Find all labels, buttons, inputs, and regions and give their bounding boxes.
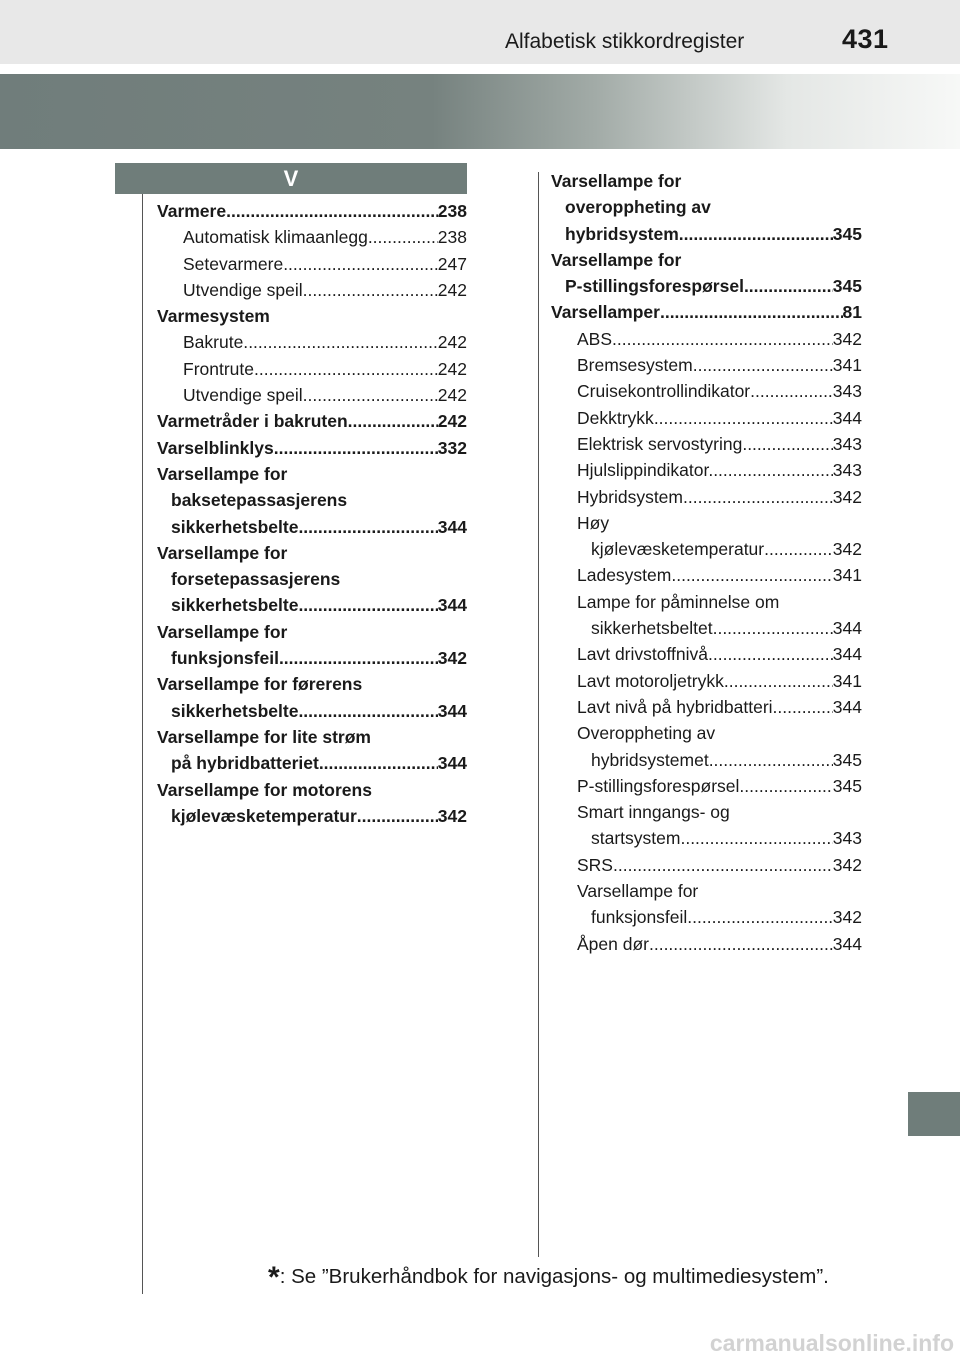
index-entry: Varsellampe for motorens [157, 779, 372, 800]
index-subentry: Automatisk klimaanlegg ..... 238 [157, 224, 467, 250]
footnote-text: : Se ”Brukerhåndbok for navigasjons- og multimediesystem”. [279, 1265, 829, 1288]
index-subentry: Utvendige speil ..... 242 [157, 277, 467, 303]
index-entry-continuation: forsetepassasjerens [171, 569, 341, 590]
index-entry-continuation: overoppheting av [565, 197, 711, 218]
index-entry: Varsellampe for [157, 542, 288, 563]
header-banner [0, 74, 960, 149]
index-entry-continuation: funksjonsfeil ..... 342 [157, 645, 467, 671]
index-entry: Varsellampe for [551, 171, 682, 191]
index-subentry: Bakrute. ..... 242 [157, 329, 467, 355]
right-index-column [551, 168, 862, 957]
index-entry: Varselblinklys. ..... 332 [157, 435, 467, 461]
index-subentry: Setevarmere ..... 247 [157, 251, 467, 277]
index-subentry: Overoppheting av [577, 723, 716, 744]
chapter-tab-marker [908, 1092, 960, 1136]
watermark: carmanualsonline.info [709, 1330, 954, 1356]
index-subentry: Frontrute ..... 242 [157, 356, 467, 382]
index-entry-continuation: sikkerhetsbelte ..... 344 [157, 698, 467, 724]
index-subentry: Utvendige speil ..... 242 [157, 382, 467, 408]
index-subentry: SRS ..... 342 [551, 852, 862, 878]
index-subentry-continuation: sikkerhetsbeltet ..... 344 [551, 615, 862, 641]
index-subentry: Elektrisk servostyring ..... 343 [551, 431, 862, 457]
index-entry-continuation: P-stillingsforespørsel ..... 345 [551, 273, 862, 299]
footnote [268, 1257, 829, 1294]
index-subentry-continuation: startsystem ..... 343 [551, 825, 862, 851]
index-subentry-continuation: funksjonsfeil. ..... 342 [551, 904, 862, 930]
index-subentry: Åpen dør ..... 344 [551, 931, 862, 957]
index-entry-continuation: sikkerhetsbelte ..... 344 [157, 514, 467, 540]
index-entry: Varsellampe for førerens [157, 674, 363, 695]
index-subentry: Bremsesystem ..... 341 [551, 352, 862, 378]
index-entry-continuation: baksetepassasjerens [171, 490, 348, 511]
index-subentry: Lavt motoroljetrykk. ..... 341 [551, 668, 862, 694]
index-subentry: Smart inngangs- og [577, 802, 730, 823]
index-subentry: Lavt nivå på hybridbatteri. ..... 344 [551, 694, 862, 720]
index-subentry-continuation: kjølevæsketemperatur ..... 342 [551, 536, 862, 562]
index-entry: Varsellampe for lite strøm [157, 726, 371, 747]
index-subentry: Høy [577, 512, 610, 533]
left-index-column [157, 198, 467, 829]
index-entry: Varsellampe for [157, 463, 288, 484]
index-subentry: Lampe for påminnelse om [577, 591, 780, 612]
column-divider [538, 172, 539, 1257]
index-entry: Varsellamper ..... 81 [551, 299, 862, 325]
index-entry: Varmetråder i bakruten ..... 242 [157, 408, 467, 434]
index-subentry: Lavt drivstoffnivå ..... 344 [551, 641, 862, 667]
page-number: 431 [842, 24, 889, 54]
index-subentry: Varsellampe for [577, 881, 699, 902]
left-column-rule [142, 194, 143, 1294]
index-entry-continuation: sikkerhetsbelte ..... 344 [157, 592, 467, 618]
index-subentry: ABS ..... 342 [551, 326, 862, 352]
index-entry: Varsellampe for [157, 621, 288, 642]
footnote-marker: * [268, 1261, 280, 1294]
index-entry: Varsellampe for [551, 249, 682, 270]
index-subentry: Ladesystem ..... 341 [551, 562, 862, 588]
index-entry-continuation: hybridsystem ..... 345 [551, 221, 862, 247]
page-title: Alfabetisk stikkordregister [505, 30, 745, 53]
index-entry-continuation: på hybridbatteriet ..... 344 [157, 750, 467, 776]
section-letter-header: V [115, 163, 467, 194]
index-entry-continuation: kjølevæsketemperatur ..... 342 [157, 803, 467, 829]
index-subentry: Cruisekontrollindikator ..... 343 [551, 378, 862, 404]
header-bar [0, 0, 960, 64]
index-subentry: Dekktrykk ..... 344 [551, 405, 862, 431]
index-subentry: Hybridsystem ..... 342 [551, 484, 862, 510]
index-subentry: P-stillingsforespørsel ..... 345 [551, 773, 862, 799]
index-subentry-continuation: hybridsystemet ..... 345 [551, 747, 862, 773]
index-entry: Varmesystem [157, 306, 270, 327]
index-subentry: Hjulslippindikator. ..... 343 [551, 457, 862, 483]
index-entry: Varmere ..... 238 [157, 198, 467, 224]
